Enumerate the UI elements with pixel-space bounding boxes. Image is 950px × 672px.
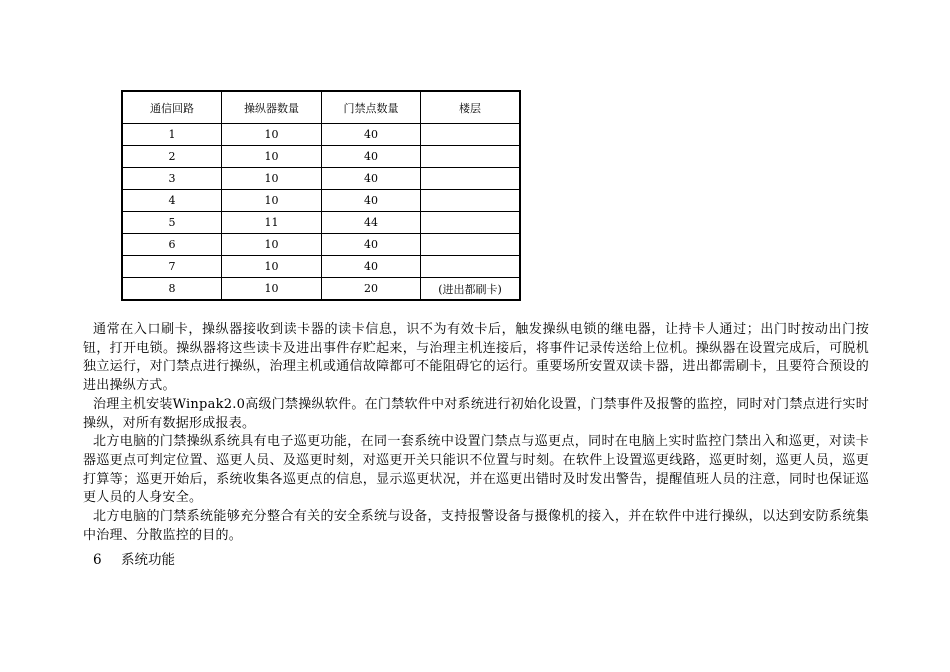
- table-cell: 2: [122, 146, 222, 168]
- table-cell: 4: [122, 190, 222, 212]
- table-cell: 40: [322, 146, 421, 168]
- table-cell: 10: [222, 190, 322, 212]
- table-cell: 40: [322, 234, 421, 256]
- body-text: [83, 321, 869, 545]
- table-cell: 10: [222, 168, 322, 190]
- table-cell: 6: [122, 234, 222, 256]
- table-row: [122, 212, 520, 234]
- table-cell: 20: [322, 278, 421, 301]
- paragraph-card-reading: 通常在入口刷卡，操纵器接收到读卡器的读卡信息，识不为有效卡后，触发操纵电锁的继电器，让持卡人通过；出门时按动出门按钮，打开电锁。操纵器将这些读卡及进出事件存贮起来，与治理主机连接后，将事件记录传送给上位机。操纵器在设置完成后，可脱机独立运行，对门禁点进行操纵，治理主机或通信故障都可不能阻碍它的运行。重要场所安置双读卡器，进出都需刷卡，且要符合预设的进出操纵方式。: [83, 322, 869, 394]
- table-cell: 5: [122, 212, 222, 234]
- table-cell: 8: [122, 278, 222, 301]
- table-row: [122, 190, 520, 212]
- paragraph-management-host: 治理主机安装Winpak2.0高级门禁操纵软件。在门禁软件中对系统进行初始化设置，门禁事件及报警的监控，同时对门禁点进行实时操纵，对所有数据形成报表。: [83, 396, 869, 431]
- table-cell: 1: [122, 124, 222, 146]
- table-cell: [421, 234, 521, 256]
- table-cell: 44: [322, 212, 421, 234]
- table-cell: [421, 256, 521, 278]
- column-header-controller-count: 操纵器数量: [222, 91, 322, 124]
- table-cell: [421, 146, 521, 168]
- section-number: 6: [93, 552, 102, 568]
- loop-controller-table: [121, 90, 521, 301]
- table-cell: 10: [222, 256, 322, 278]
- table-cell: [421, 124, 521, 146]
- table-row: [122, 124, 520, 146]
- table-cell: 10: [222, 146, 322, 168]
- section-heading: [93, 550, 175, 570]
- table-row: [122, 168, 520, 190]
- table-row: [122, 146, 520, 168]
- column-header-door-count: 门禁点数量: [322, 91, 421, 124]
- table-header-row: [122, 91, 520, 124]
- table-cell: 40: [322, 256, 421, 278]
- section-title: 系统功能: [121, 552, 175, 568]
- column-header-floor: 楼层: [421, 91, 521, 124]
- table-cell: [421, 212, 521, 234]
- table-cell: [421, 190, 521, 212]
- table-cell: 7: [122, 256, 222, 278]
- table-cell: [421, 168, 521, 190]
- table-cell: 40: [322, 190, 421, 212]
- table-cell: 10: [222, 124, 322, 146]
- table-cell: 40: [322, 124, 421, 146]
- table-row: [122, 234, 520, 256]
- paragraph-patrol-function: 北方电脑的门禁操纵系统具有电子巡更功能，在同一套系统中设置门禁点与巡更点，同时在电脑上实时监控门禁出入和巡更，对读卡器巡更点可判定位置、巡更人员、及巡更时刻，对巡更开关只能识不位置与时刻。在软件上设置巡更线路，巡更时刻，巡更人员，巡更打算等；巡更开始后，系统收集各巡更点的信息，显示巡更状况，并在巡更出错时及时发出警告，提醒值班人员的注意，同时也保证巡更人员的人身安全。: [83, 434, 869, 506]
- table-row: [122, 256, 520, 278]
- table-cell: 10: [222, 278, 322, 301]
- table-cell: (进出都刷卡): [421, 278, 521, 301]
- table-cell: 11: [222, 212, 322, 234]
- paragraph-system-integration: 北方电脑的门禁系统能够充分整合有关的安全系统与设备，支持报警设备与摄像机的接入，并在软件中进行操纵，以达到安防系统集中治理、分散监控的目的。: [83, 509, 869, 543]
- table-cell: 40: [322, 168, 421, 190]
- table-row: [122, 278, 520, 301]
- table-cell: 3: [122, 168, 222, 190]
- table-cell: 10: [222, 234, 322, 256]
- column-header-loop: 通信回路: [122, 91, 222, 124]
